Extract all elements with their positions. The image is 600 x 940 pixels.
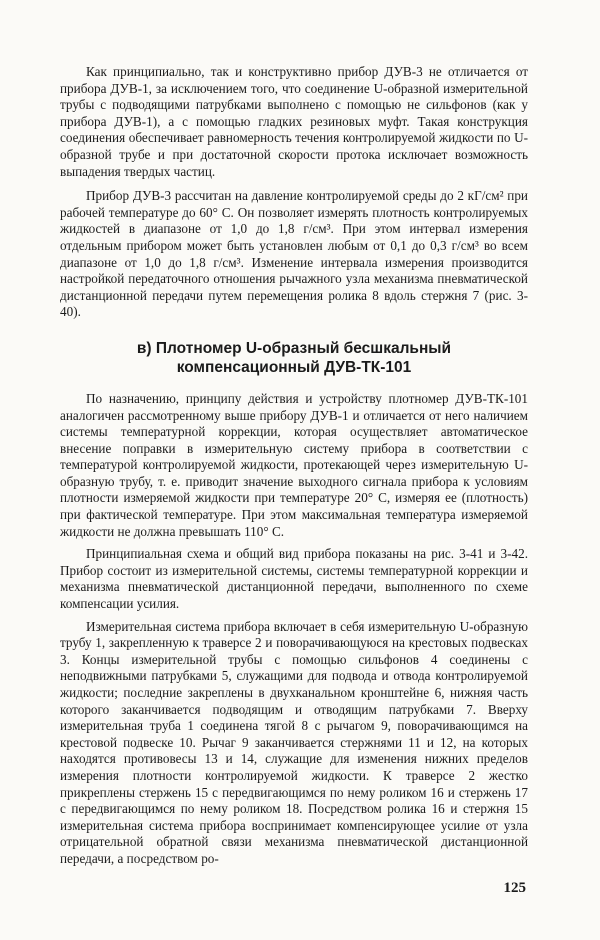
page-number: 125 — [503, 880, 526, 896]
section-heading-line-1: в) Плотномер U-образный бесшкальный — [136, 339, 452, 357]
section-heading — [60, 339, 528, 377]
paragraph: Как принципиально, так и конструктивно прибор ДУВ-3 не отличается от прибора ДУВ-1, за исключением того, что соединение U-образной измерительной трубы с подводящими патрубками выполнено с помощью не сильфонов (как у прибора ДУВ-1), а с помощью гладких резиновых муфт. Такая конструкция соединения обеспечивает равномерность течения контролируемой жидкости по U-образной трубе и при достаточной скорости протока исключает возможность выпадения твердых частиц. — [60, 64, 528, 179]
paragraph: Принципиальная схема и общий вид прибора показаны на рис. 3-41 и 3-42. Прибор состоит из измерительной системы, системы температурной коррекции и механизма пневматической дистанционной передачи, выполненного по схеме компенсации усилия. — [60, 546, 528, 612]
paragraph: Прибор ДУВ-3 рассчитан на давление контролируемой среды до 2 кГ/см² при рабочей температуре до 60° С. Он позволяет измерять плотность контролируемых жидкостей в диапазоне от 1,0 до 1,8 г/см³. При этом интервал измерения отдельным прибором может быть установлен любым от 0,1 до 0,3 г/см³ во всем диапазоне от 1,0 до 1,8 г/см³. Изменение интервала измерения производится настройкой передаточного отношения рычажного узла механизма пневматической дистанционной передачи путем перемещения ролика 8 вдоль стержня 7 (рис. 3-40). — [60, 188, 528, 320]
section-heading-line-2: компенсационный ДУВ-ТК-101 — [176, 358, 412, 376]
body-text-bottom — [60, 391, 528, 868]
body-text-top — [60, 64, 528, 321]
paragraph: Измерительная система прибора включает в себя измерительную U-образную трубу 1, закрепленную к траверсе 2 и поворачивающуюся на крестовых подвесках 3. Концы измерительной трубы с помощью сильфонов 4 соединены с неподвижными патрубками 5, служащими для подвода и отвода контролируемой жидкости; последние закреплены в двухканальном кронштейне 6, нижняя часть которого заканчивается подводящим и отводящим патрубками 7. Вверху измерительная труба 1 соединена тягой 8 с рычагом 9, поворачивающимся на крестовой подвеске 10. Рычаг 9 заканчивается стержнями 11 и 12, на которых находятся противовесы 13 и 14, служащие для изменения нижних пределов измерения плотности контролируемой жидкости. К траверсе 2 жестко прикреплены стержень 15 с передвигающимся по нему роликом 16 и стержень 17 с передвигающимся по нему роликом 18. Посредством ролика 16 и стержня 15 измерительная система прибора воспринимает компенсирующее усилие от узла отрицательной обратной связи механизма пневматической дистанционной передачи, а посредством ро- — [60, 618, 528, 866]
paragraph: По назначению, принципу действия и устройству плотномер ДУВ-ТК-101 аналогичен рассмотренному выше прибору ДУВ-1 и отличается от него наличием системы температурной коррекции, которая осуществляет автоматическое внесение поправки в измерительную систему прибора в соответствии с температурой контролируемой жидкости, протекающей через измерительную U-образную трубу, т. е. приводит значение выходного сигнала прибора к условиям плотности измеряемой жидкости при температуре 20° С, измеряя ее (плотность) при фактической температуре. При этом максимальная температура измеряемой жидкости не должна превышать 110° С. — [60, 390, 528, 539]
